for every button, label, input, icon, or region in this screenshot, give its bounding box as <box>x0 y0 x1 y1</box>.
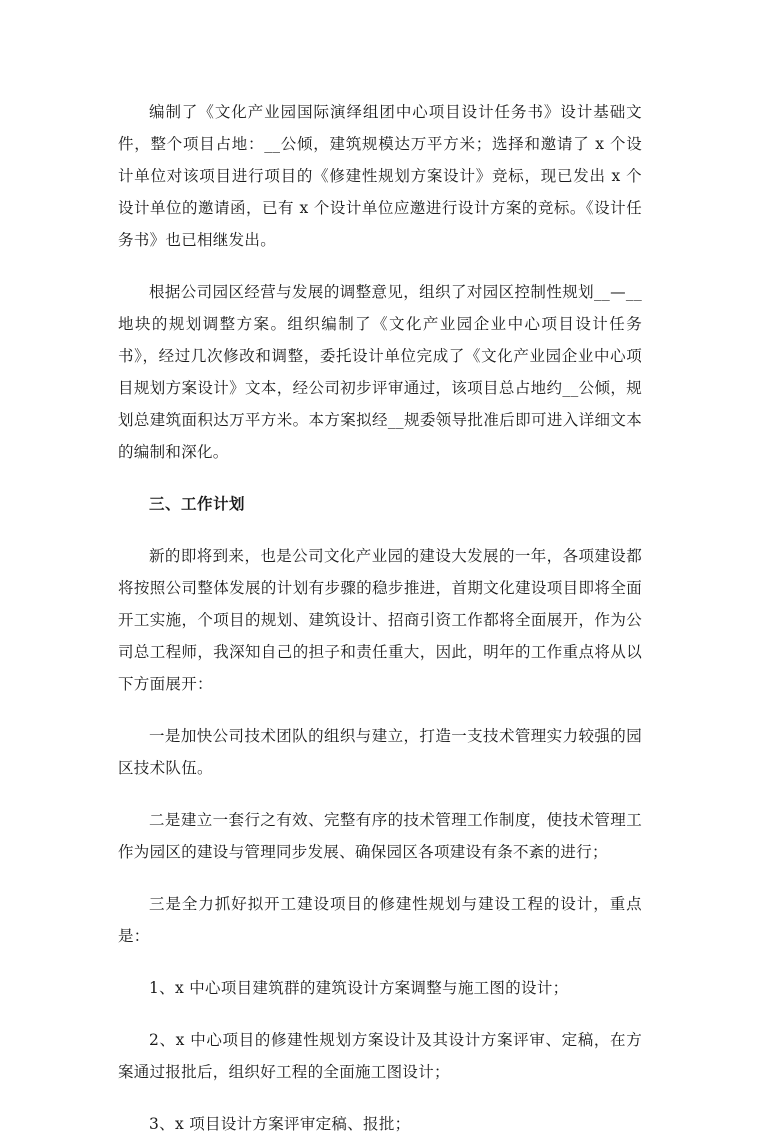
list-item-1: 1、x 中心项目建筑群的建筑设计方案调整与施工图的设计； <box>149 979 569 997</box>
list-item-2: 2、x 中心项目的修建性规划方案设计及其设计方案评审、定稿，在方案通过报批后，组织好工程的全面施工图设计； <box>118 1031 642 1081</box>
paragraph-plan-intro: 新的即将到来，也是公司文化产业园的建设大发展的一年，各项建设都将按照公司整体发展的计划有步骤的稳步推进，首期文化建设项目即将全面开工实施，个项目的规划、建筑设计、招商引资工作都将全面展开，作为公司总工程师，我深知自己的担子和责任重大，因此，明年的工作重点将从以下方面展开： <box>118 547 642 693</box>
paragraph-plan-item-3: 三是全力抓好拟开工建设项目的修建性规划与建设工程的设计，重点是： <box>118 895 642 945</box>
paragraph-plan-adjustment: 根据公司园区经营与发展的调整意见，组织了对园区控制性规划__—__地块的规划调整方案。组织编制了《文化产业园企业中心项目设计任务书》，经过几次修改和调整，委托设计单位完成了《文化产业园企业中心项目规划方案设计》文本，经公司初步评审通过，该项目总占地约__公倾，规划总建筑面积达万平方米。本方案拟经__规委领导批准后即可进入详细文本的编制和深化。 <box>118 283 642 461</box>
paragraph-plan-item-2: 二是建立一套行之有效、完整有序的技术管理工作制度，使技术管理工作为园区的建设与管理同步发展、确保园区各项建设有条不紊的进行； <box>118 811 642 861</box>
list-item-3: 3、x 项目设计方案评审定稿、报批； <box>149 1115 411 1133</box>
paragraph-plan-item-1: 一是加快公司技术团队的组织与建立，打造一支技术管理实力较强的园区技术队伍。 <box>118 727 642 777</box>
paragraph-design-brief: 编制了《文化产业园国际演绎组团中心项目设计任务书》设计基础文件，整个项目占地：__公倾，建筑规模达万平方米；选择和邀请了 x 个设计单位对该项目进行项目的《修建性规划方案设计》竞标，现已发出 x 个设计单位的邀请函，已有 x 个设计单位应邀进行设计方案的竞标。《设计任务书》也已相继发出。 <box>118 103 642 249</box>
section-heading-work-plan: 三、工作计划 <box>149 494 246 513</box>
